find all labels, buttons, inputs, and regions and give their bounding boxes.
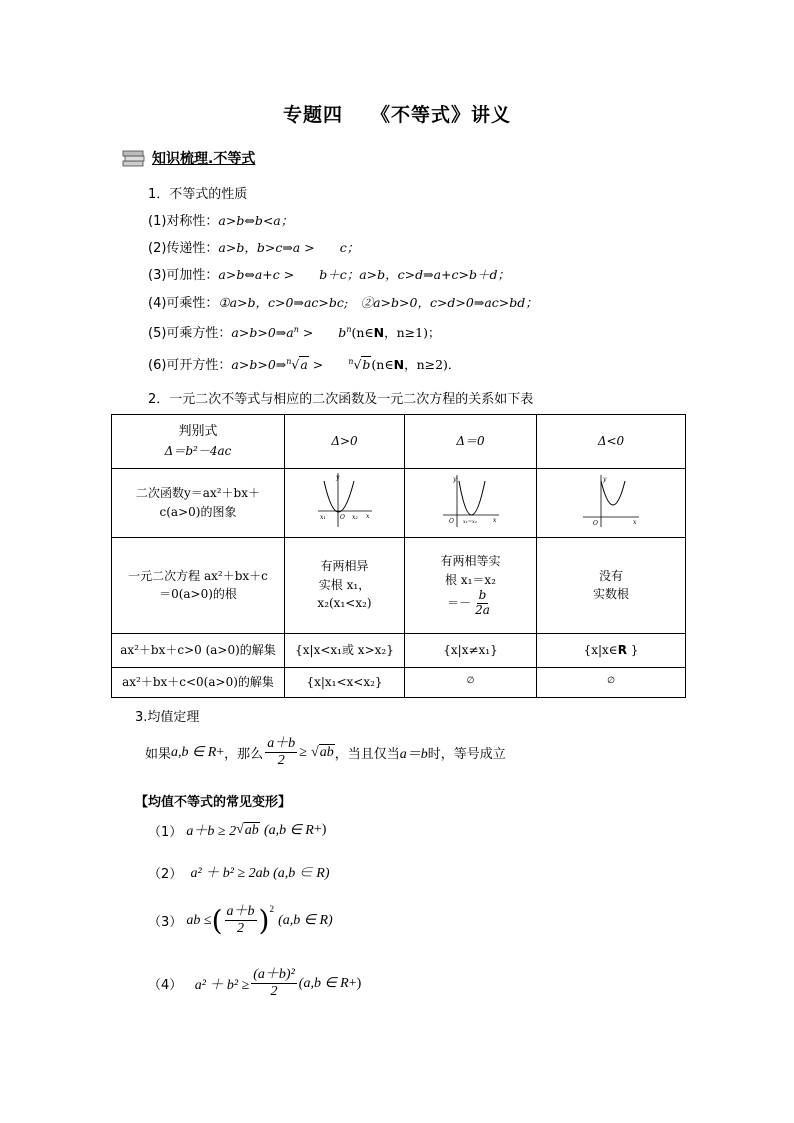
parabola-two-roots-graph bbox=[316, 471, 374, 529]
table-row bbox=[112, 667, 686, 697]
s2-heading: 2．一元二次不等式与相应的二次函数及一元二次方程的关系如下表 bbox=[148, 392, 534, 407]
title-part2: 《不等式》讲义 bbox=[371, 104, 512, 126]
table-cell bbox=[285, 469, 405, 538]
section-label: 知识梳理.不等式 bbox=[152, 151, 256, 167]
table-row bbox=[112, 633, 686, 667]
table-cell: {x|x≠x₁} bbox=[405, 633, 537, 667]
svg-text:x: x bbox=[633, 519, 637, 526]
table-cell: 有两相等实 根 x₁＝x₂ ＝－ $\frac{b}{2a}$ bbox=[405, 537, 537, 633]
title-part1: 专题四 bbox=[282, 104, 343, 126]
svg-text:x₁=x₂: x₁=x₂ bbox=[462, 519, 477, 525]
table-cell: ax²＋bx＋c>0 (a>0)的解集 bbox=[112, 633, 285, 667]
svg-text:x₂: x₂ bbox=[351, 514, 358, 521]
property-multiplicative: (4)可乘性：①a>b，c>0⇒ac>bc; ②a>b>0，c>d>0⇒ac>bd； bbox=[148, 295, 538, 311]
table-cell: 二次函数y＝ax²＋bx＋ c(a>0)的图象 bbox=[112, 469, 285, 538]
svg-text:O: O bbox=[448, 518, 454, 525]
svg-text:y: y bbox=[452, 476, 456, 483]
table-cell: Δ＝0 bbox=[405, 415, 537, 469]
formula-1: （1） a＋b ≥ 2 √ ab (a,b ∈ R + ) bbox=[148, 822, 327, 840]
table-cell: {x|x₁<x<x₂} bbox=[285, 667, 405, 697]
table-cell: Δ<0 bbox=[537, 415, 686, 469]
property-symmetry: (1)对称性：a>b⇔b<a； bbox=[148, 213, 294, 229]
s3-heading: 3.均值定理 bbox=[135, 710, 200, 725]
quadratic-table bbox=[111, 414, 686, 698]
table-cell: 没有 实数根 bbox=[537, 537, 686, 633]
svg-text:y: y bbox=[335, 474, 339, 481]
mean-theorem: 如果 a,b ∈ R + ，那么 $\frac{a+b}{2}$ ≥ √ ab ，当且仅当 a＝b 时，等号成立 bbox=[145, 736, 506, 769]
table-row bbox=[112, 469, 686, 538]
svg-text:x: x bbox=[365, 513, 369, 520]
property-power: (5)可乘方性：$a>b>0\Rightarrow a^n$ > $b^n(n\in N$，n≥1)； bbox=[148, 324, 441, 341]
table-cell: 有两相异 实根 x₁， x₂(x₁<x₂) bbox=[285, 537, 405, 633]
table-cell bbox=[405, 469, 537, 538]
table-cell: 一元二次方程 ax²＋bx＋c ＝0(a>0)的根 bbox=[112, 537, 285, 633]
svg-text:O: O bbox=[339, 514, 345, 521]
table-cell: 判别式 Δ＝b²－4ac bbox=[112, 415, 285, 469]
parabola-one-root-graph bbox=[441, 471, 501, 529]
svg-text:y: y bbox=[603, 476, 607, 483]
table-cell: Δ>0 bbox=[285, 415, 405, 469]
formula-4: （4） a² ＋ b² ≥ $\frac{\text{(a＋b)²}}{2}$ (a,b ∈ R + ) bbox=[148, 967, 362, 1000]
table-cell: ∅ bbox=[405, 667, 537, 697]
table-cell: ∅ bbox=[537, 667, 686, 697]
table-row bbox=[112, 537, 686, 633]
svg-text:x: x bbox=[492, 517, 496, 524]
table-cell bbox=[537, 469, 686, 538]
property-root: (6)可开方性：a>b>0⇒$^n$√a > $^n$√b(n∈N，n≥2)． bbox=[148, 356, 461, 373]
books-icon bbox=[122, 149, 146, 167]
property-additive: (3)可加性：a>b⇔a+c > b＋c；a>b，c>d⇒a+c>b＋d； bbox=[148, 267, 510, 283]
s1-heading: 1．不等式的性质 bbox=[148, 187, 248, 202]
table-cell: {x|x<x₁或 x>x₂} bbox=[285, 633, 405, 667]
formula-2: （2） a² ＋ b² ≥ 2ab (a,b ∈ R) bbox=[148, 866, 330, 882]
table-cell: {x|x∈R } bbox=[537, 633, 686, 667]
section-heading bbox=[122, 148, 255, 168]
svg-text:x₁: x₁ bbox=[319, 514, 326, 521]
s4-heading: 【均值不等式的常见变形】 bbox=[135, 795, 292, 810]
table-cell: ax²＋bx＋c<0(a>0)的解集 bbox=[112, 667, 285, 697]
page-title bbox=[0, 100, 794, 127]
formula-3: （3） ab ≤ ( $\frac{a+b}{2}$ ) $^2$ (a,b ∈ R) bbox=[148, 903, 333, 937]
table-row bbox=[112, 415, 686, 469]
parabola-no-root-graph bbox=[581, 471, 641, 529]
svg-text:O: O bbox=[593, 520, 598, 527]
property-transitive: (2)传递性：a>b，b>c⇒a > c； bbox=[148, 240, 360, 256]
